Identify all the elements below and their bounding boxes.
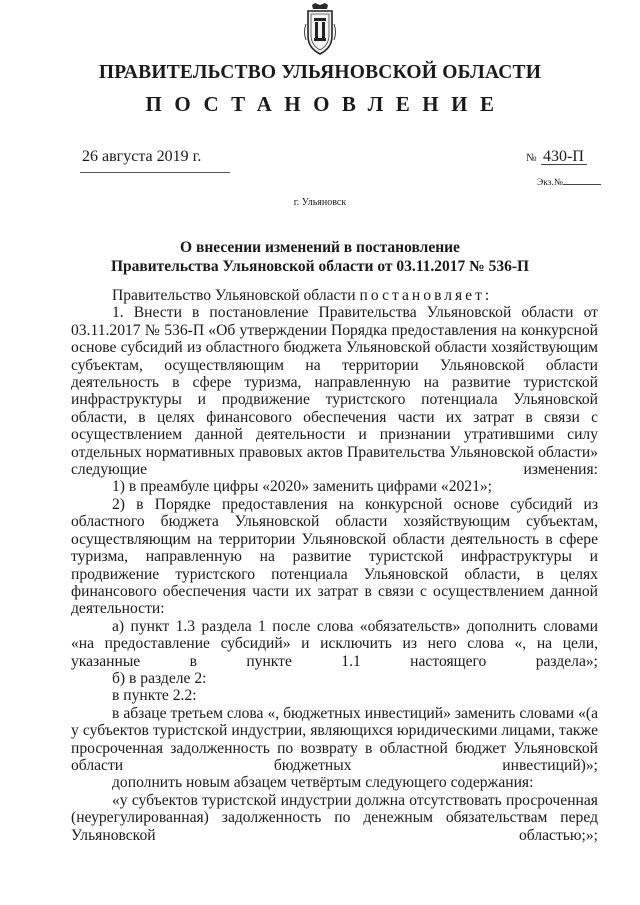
- number-label: №: [526, 152, 537, 164]
- subitem-b-add-paragraph: дополнить новым абзацем четвёртым следующего содержания:: [112, 774, 534, 792]
- document-date: 26 августа 2019 г.: [82, 148, 202, 165]
- intro-text: Правительство Ульяновской области: [112, 287, 356, 304]
- intro-resolves: постановляет:: [359, 287, 493, 304]
- item-1-2: 2) в Порядке предоставления на конкурсной основе субсидий из областного бюджета Ульяновской области хозяйствующим субъектам, осуществляющим на территории Ульяновской области деятельность в сфере туризма, направленную на развитие туристской инфраструктуры и продвижение туристского потенциала Ульяновской области, в целях финансового обеспечения части их затрат в связи с осуществлением данной деятельности:: [71, 495, 598, 618]
- document-number: [526, 148, 587, 166]
- item-1-1: 1) в преамбуле цифры «2020» заменить цифрами «2021»;: [112, 478, 493, 496]
- copy-label: Экз.№: [537, 178, 563, 188]
- city: г. Ульяновск: [293, 197, 347, 208]
- copy-underline: [563, 176, 601, 185]
- coat-of-arms-icon: [302, 2, 338, 56]
- subitem-b-point: в пункте 2.2:: [112, 687, 197, 705]
- intro-paragraph: [71, 287, 598, 304]
- subitem-a: а) пункт 1.3 раздела 1 после слова «обязательств» дополнить словами «на предоставление субсидий» и исключить из него слова «, на цели, указанные в пункте 1.1 настоящего раздела»;: [71, 617, 598, 670]
- copy-number: [537, 176, 601, 188]
- number-value: 430-П: [541, 149, 587, 165]
- subitem-b-new-text: «у субъектов туристской индустрии должна отсутствовать просроченная (неурегулированная) задолженность по денежным обязательствам перед Ульяновской областью;»;: [71, 791, 598, 844]
- subitem-b: б) в разделе 2:: [112, 669, 207, 687]
- document-type: ПОСТАНОВЛЕНИЕ: [145, 92, 507, 116]
- item-1: 1. Внести в постановление Правительства Ульяновской области от 03.11.2017 № 536-П «Об утверждении Порядка предоставления на конкурсной основе субсидий из областного бюджета Ульяновской области хозяйствующим субъектам, осуществляющим на территории Ульяновской области деятельность в сфере туризма, направленную на развитие туристской инфраструктуры и продвижение туристского потенциала Ульяновской области, в целях финансового обеспечения части их затрат в связи с осуществлением данной деятельности и признании утратившими силу отдельных нормативных правовых актов Правительства Ульяновской области» следующие изменения:: [71, 304, 598, 479]
- heading-line-2: Правительства Ульяновской области от 03.11.2017 № 536-П: [110, 258, 530, 275]
- heading-line-1: О внесении изменений в постановление: [180, 239, 460, 256]
- document-heading: [0, 238, 640, 276]
- document-body: [71, 287, 598, 844]
- subitem-b-paragraph-3: в абзаце третьем слова «, бюджетных инвестиций» заменить словами «(а у субъектов туристской индустрии, являющихся юридическими лицами, также просроченная задолженность по возврату в областной бюджет Ульяновской области бюджетных инвестиций)»;: [71, 704, 598, 774]
- date-underline: [80, 172, 230, 173]
- government-title: ПРАВИТЕЛЬСТВО УЛЬЯНОВСКОЙ ОБЛАСТИ: [98, 62, 542, 83]
